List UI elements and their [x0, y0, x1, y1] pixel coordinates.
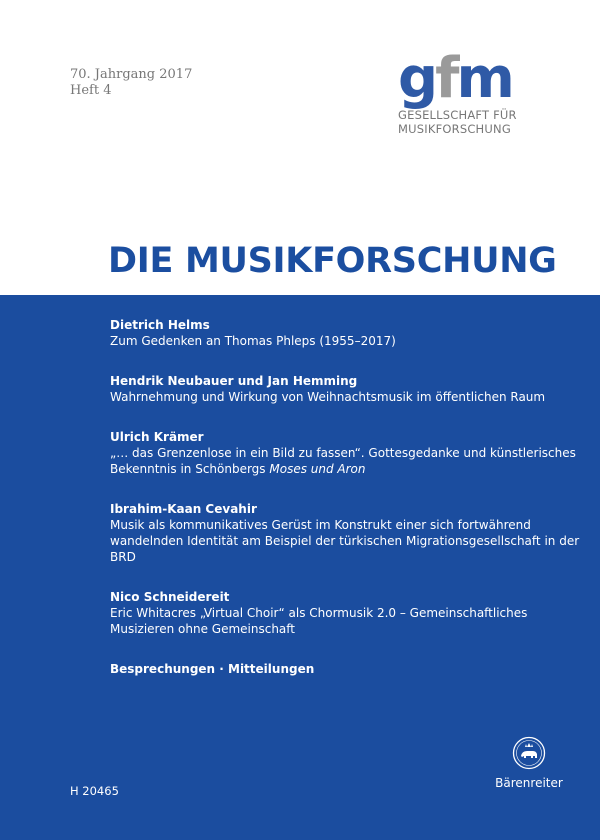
publisher-logo — [484, 736, 574, 790]
toc-entry — [110, 317, 580, 349]
issn-number: H 20465 — [70, 784, 119, 798]
toc-author: Ibrahim-Kaan Cevahir — [110, 502, 257, 516]
gfm-logo — [398, 46, 568, 136]
logo-line-2: MUSIKFORSCHUNG — [398, 122, 511, 136]
issue-info — [70, 67, 192, 99]
toc-title: Musik als kommunikatives Gerüst im Konstrukt einer sich fortwährend wandelnden Identität am Beispiel der türkischen Migrationsgesellschaft in der BRD — [110, 518, 580, 564]
table-of-contents — [110, 317, 580, 677]
toc-title: Zum Gedenken an Thomas Phleps (1955–2017) — [110, 334, 396, 348]
baerenreiter-bear-emblem-icon — [512, 736, 546, 770]
toc-footer: Besprechungen · Mitteilungen — [110, 662, 315, 676]
journal-title: DIE MUSIKFORSCHUNG — [108, 241, 557, 281]
toc-entry — [110, 589, 580, 637]
publisher-name: Bärenreiter — [495, 776, 563, 790]
gfm-logo-text — [398, 108, 568, 136]
volume-year: 70. Jahrgang 2017 — [70, 67, 193, 82]
toc-entry — [110, 373, 580, 405]
work-title-italic: Moses und Aron — [269, 462, 366, 476]
toc-title: „… das Grenzenlose in ein Bild zu fassen“. Gottesgedanke und künstlerisches Bekenntnis in Schönbergs Moses und Aron — [110, 446, 576, 476]
toc-entry — [110, 501, 580, 565]
gfm-logo-mark: gfm — [398, 46, 512, 111]
toc-author: Dietrich Helms — [110, 318, 210, 332]
issue-number: Heft 4 — [70, 83, 112, 98]
toc-author: Nico Schneidereit — [110, 590, 230, 604]
toc-author: Ulrich Krämer — [110, 430, 204, 444]
logo-line-1: GESELLSCHAFT FÜR — [398, 108, 517, 122]
toc-title: Wahrnehmung und Wirkung von Weihnachtsmusik im öffentlichen Raum — [110, 390, 546, 404]
toc-author: Hendrik Neubauer und Jan Hemming — [110, 374, 358, 388]
toc-title: Eric Whitacres „Virtual Choir“ als Chormusik 2.0 – Gemeinschaftliches Musizieren ohne Gemeinschaft — [110, 606, 528, 636]
toc-entry — [110, 429, 580, 477]
